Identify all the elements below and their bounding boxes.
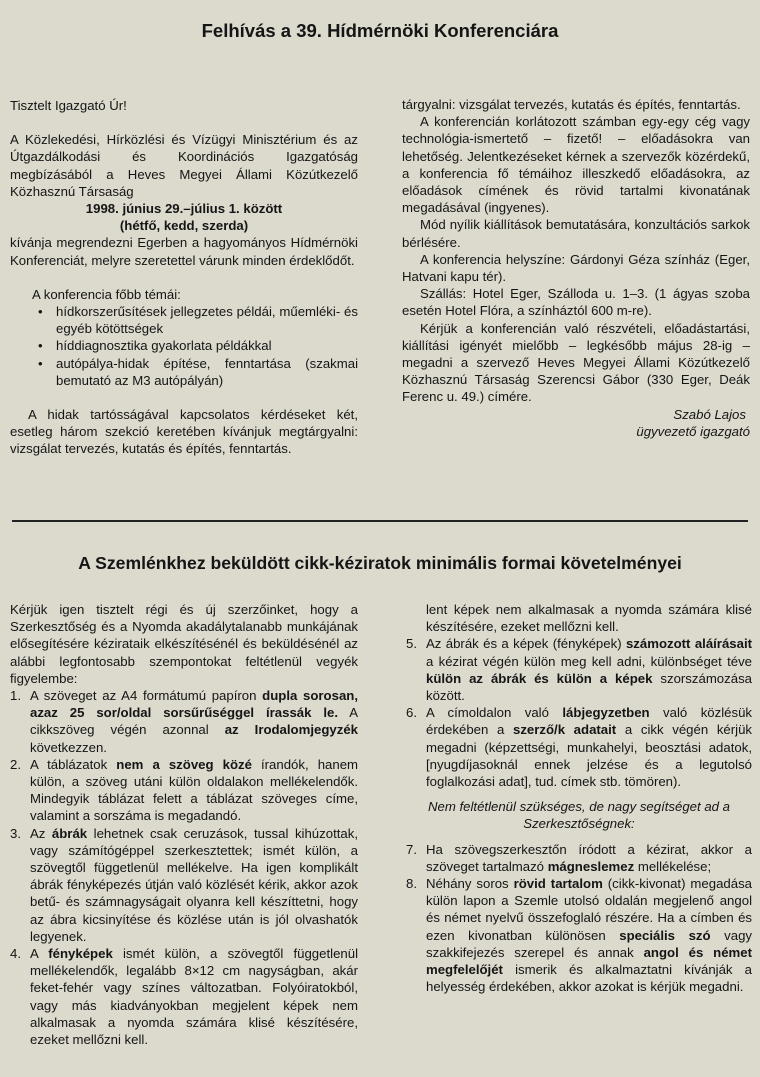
item-text: lehetnek csak ceruzások, tussal kihúzottak, vagy számítógéppel szerkesztettek; ismét külön, a szövegtől függetlenül mellékelve. Ha igen komplikált ábrák fényképezés útján való közlését kérik, akkor azok betű- és számnagyságait olyanra kell készíttetni, hogy az ábra kicsinyítése és közlése után is jól olvashatók legyenek. [30, 825, 358, 944]
requirement-item [10, 687, 359, 756]
topics-heading: A konferencia főbb témái: [32, 286, 181, 302]
item-text: való közlésük érdekében a [426, 705, 753, 738]
requirement-item [10, 945, 359, 1048]
item-text: ismerik és alkalmaztatni kívánják a helyesség érdekében, akkor azokat is kérjük megadni. [426, 962, 752, 995]
item-text: A címoldalon való [426, 705, 563, 721]
requirement-item [10, 825, 358, 945]
emphasized-text: lábjegyzetben [562, 705, 650, 721]
lodging-paragraph: Szállás: Hotel Eger, Szálloda u. 1–3. (1 ágyas szoba esetén Hotel Flóra, a színháztól 600 m-re). [402, 286, 750, 319]
item-number: 5. [406, 636, 417, 652]
item-number: 2. [10, 756, 21, 772]
emphasized-text: számozott aláírásait [625, 636, 753, 652]
item-text: következzen. [30, 739, 107, 755]
sections-paragraph: A hidak tartósságával kapcsolatos kérdéseket két, esetleg három szekció keretében kívánjuk megtárgyalni: vizsgálat tervezés, kutatás és építés, fenntartás. [10, 407, 358, 457]
optional-list [406, 841, 752, 996]
emphasized-text: rövid tartalom [513, 876, 603, 892]
item-text: A cikkszöveg végén azonnal [30, 705, 359, 738]
signature-title: ügyvezető igazgató [636, 423, 750, 439]
topic-item: • autópálya-hidak építése, fenntartása (szakmai bemutató az M3 autópályán) [38, 355, 358, 388]
section1-title: Felhívás a 39. Hídmérnöki Konferenciára [201, 20, 559, 41]
request-paragraph: Kérjük a konferencián való részvételi, előadástartási, kiállítási igényét mielőbb – legkésőbb május 28-ig – megadni a szervező Heves Megyei Állami Közútkezelő Közhasznú Társaság Szerencsi Gábor (330 Eger, Deák Ferenc u. 49.) címére. [402, 320, 750, 405]
section1-right-column [402, 96, 750, 440]
emphasized-text: angol és német megfelelőjét [426, 944, 752, 978]
section2-right-column [406, 601, 752, 995]
date-line: 1998. június 29.–július 1. között [85, 201, 283, 217]
emphasized-text: speciális szó [619, 927, 711, 943]
item-text: A táblázatok [30, 756, 117, 772]
section-divider [12, 520, 748, 522]
item-text: mellékelése; [634, 858, 712, 874]
item-text: a cikk végén kérjük megadni (képzettségi, munkahelyi, beosztási adatok, [nyugdíjasoknál ennek jelzése és a legutolsó foglalkozási adat], tud. címek stb. tömören). [426, 722, 752, 790]
item-text: a kézirat végén külön meg kell adni, különbséget téve [426, 653, 752, 669]
item-number: 3. [10, 825, 21, 841]
section2-left-column [10, 601, 358, 1048]
requirements-list-continued [406, 635, 752, 790]
topics-list [10, 303, 358, 389]
requirement-item [406, 635, 753, 704]
item-number: 8. [406, 876, 417, 892]
intro-paragraph: A Közlekedési, Hírközlési és Vízügyi Minisztérium és az Útgazdálkodási és Koordinációs Igazgatóság megbízásából a Heves Megyei Állami Közútkezelő Közhasznú Társaság [10, 132, 358, 199]
emphasized-text: mágneslemez [547, 858, 635, 874]
requirement-item [406, 704, 753, 790]
topic-item: • híddiagnosztika gyakorlata példákkal [38, 338, 272, 354]
exhibition-paragraph: Mód nyílik kiállítások bemutatására, konzultációs sarkok bérlésére. [402, 217, 750, 250]
item-text: vagy szakkifejezés szerepel és annak [426, 927, 753, 960]
companies-paragraph: A konferencián korlátozott számban egy-egy cég vagy technológia-ismertető – fizető! – előadásokra van lehetőség. Jelentkezéseket kérnek a szervezők közérdekű, a konferencia fő témáihoz illeszkedő előadásokra, az előadások címének és rövid tartalmi kivonatának megadásával (ingyenes). [402, 114, 750, 216]
item-text: Ha szövegszerkesztőn íródott a kézirat, akkor a szöveget tartalmazó [426, 841, 752, 874]
days-line: (hétfő, kedd, szerda) [119, 218, 249, 234]
item-text: A [30, 946, 49, 962]
section2-title: A Szemlénkhez beküldött cikk-kéziratok minimális formai követelményei [78, 553, 682, 573]
requirement-item [406, 875, 753, 995]
item-text: Néhány soros [426, 876, 514, 892]
topic-item: • hídkorszerűsítések jellegzetes példái, műemléki- és egyéb kötöttségek [38, 304, 358, 337]
venue-paragraph: A konferencia helyszíne: Gárdonyi Géza színház (Eger, Hatvani kapu tér). [402, 251, 750, 285]
requirement-item [10, 756, 359, 825]
intro-continued: kívánja megrendezni Egerben a hagyományos Hídmérnöki Konferenciát, melyre szeretettel várunk minden érdeklődőt. [10, 235, 358, 268]
item-text: (cikk-kivonat) megadása külön lapon a Szemle utolsó oldalán megjelenő angol és német nyelvű összefoglaló részére. Ha a címben és ezen kivonatban különösen [426, 876, 753, 943]
emphasized-text: fényképek [48, 946, 113, 962]
emphasized-text: dupla sorosan, azaz 25 sor/oldal sorsűrűséggel írassák le. [30, 688, 359, 721]
item-text: ismét külön, a szövegtől függetlenül mellékelendők, legalább 8×12 cm nagyságban, akár feket-fehér vagy színes változatban. Folyóiratokból, vagy más kiadványokban megjelent képek nem alkalmasak a nyomda számára klisé készítésére, ezeket mellőzni kell. [30, 946, 359, 1048]
requirements-intro: Kérjük igen tisztelt régi és új szerzőinket, hogy a Szerkesztőség és a Nyomda akadálytalanabb munkájának elősegítésére kézirataik elkészítésénél és beküldésénél az alábbi legfontosabb szempontokat feltétlenül vegyék figyelembe: [10, 602, 358, 686]
item-text: szorszámozása között. [426, 670, 752, 704]
emphasized-text: szerző/k adatait [512, 722, 617, 738]
salutation: Tisztelt Igazgató Úr! [10, 98, 127, 113]
item-text: Az [30, 825, 52, 841]
item-4-continued: lent képek nem alkalmasak a nyomda számára klisé készítésére, ezeket mellőzni kell. [426, 602, 752, 635]
item-number: 1. [10, 688, 21, 704]
item-text: A szöveget az A4 formátumú papíron [30, 688, 263, 704]
requirements-list [10, 687, 358, 1048]
emphasized-text: az Irodalomjegyzék [224, 722, 358, 738]
emphasized-text: ábrák [51, 825, 88, 841]
item-text: Az ábrák és a képek (fényképek) [426, 636, 626, 652]
item-number: 7. [406, 841, 417, 857]
emphasized-text: nem a szöveg közé [116, 756, 252, 772]
item-number: 6. [406, 705, 417, 721]
sections-paragraph-continued: tárgyalni: vizsgálat tervezés, kutatás és építés, fenntartás. [402, 97, 741, 112]
signature-name: Szabó Lajos [673, 406, 746, 422]
item-number: 4. [10, 946, 21, 962]
section1-left-column [10, 97, 358, 457]
optional-heading: Nem feltétlenül szükséges, de nagy segítséget ad a Szerkesztőségnek: [427, 799, 731, 832]
emphasized-text: külön az ábrák és külön a képek [426, 670, 653, 686]
requirement-item [406, 841, 752, 875]
item-text: írandók, hanem külön, a szöveg utáni külön oldalakon mellékelendők. Mindegyik táblázat felett a táblázat szöveges címe, valamint a sorszáma is megadandó. [30, 756, 359, 824]
